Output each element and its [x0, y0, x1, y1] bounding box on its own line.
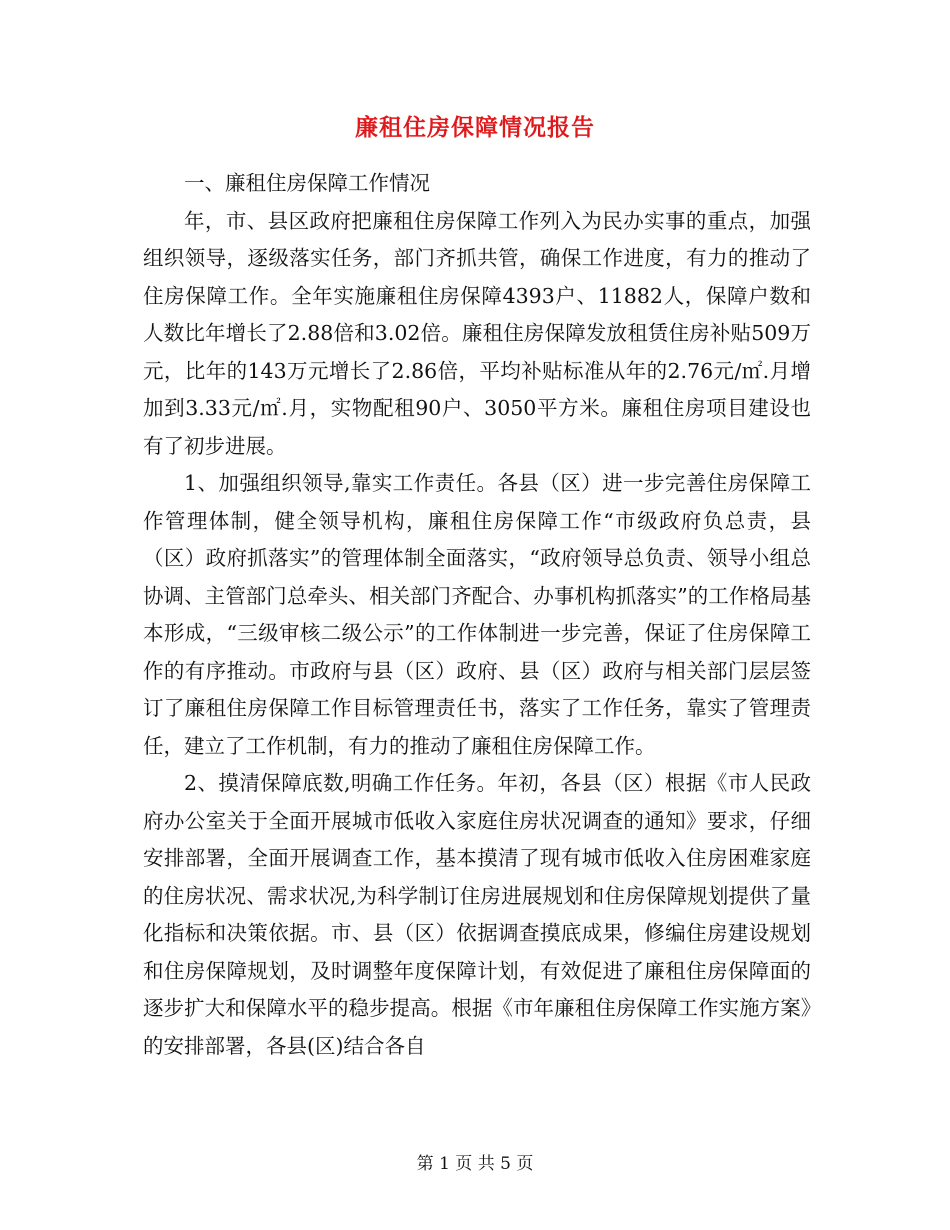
paragraph-organization: 1、加强组织领导,靠实工作责任。各县（区）进一步完善住房保障工作管理体制，健全领导机构，廉租住房保障工作“市级政府负总责，县（区）政府抓落实”的管理体制全面落实，“政府领导总负责、领导小组总协调、主管部门总牵头、相关部门齐配合、办事机构抓落实”的工作格局基本形成，“三级审核二级公示”的工作体制进一步完善，保证了住房保障工作的有序推动。市政府与县（区）政府、县（区）政府与相关部门层层签订了廉租住房保障工作目标管理责任书，落实了工作任务，靠实了管理责任，建立了工作机制，有力的推动了廉租住房保障工作。: [143, 471, 811, 758]
document-title: 廉租住房保障情况报告: [355, 114, 595, 141]
page-number-footer: 第 1 页 共 5 页: [416, 1154, 534, 1174]
section-heading: 一、廉租住房保障工作情况: [184, 171, 430, 195]
paragraph-overview: 年，市、县区政府把廉租住房保障工作列入为民办实事的重点，加强组织领导，逐级落实任务，部门齐抓共管，确保工作进度，有力的推动了住房保障工作。全年实施廉租住房保障4393户、11882人，保障户数和人数比年增长了2.88倍和3.02倍。廉租住房保障发放租赁住房补贴509万元，比年的143万元增长了2.86倍，平均补贴标准从年的2.76元/㎡.月增加到3.33元/㎡.月，实物配租90户、3050平方米。廉租住房项目建设也有了初步进展。: [143, 208, 811, 458]
paragraph-survey: 2、摸清保障底数,明确工作任务。年初，各县（区）根据《市人民政府办公室关于全面开展城市低收入家庭住房状况调查的通知》要求，仔细安排部署，全面开展调查工作，基本摸清了现有城市低收入住房困难家庭的住房状况、需求状况,为科学制订住房进展规划和住房保障规划提供了量化指标和决策依据。市、县（区）依据调查摸底成果，修编住房建设规划和住房保障规划，及时调整年度保障计划，有效促进了廉租住房保障面的逐步扩大和保障水平的稳步提高。根据《市年廉租住房保障工作实施方案》的安排部署，各县(区)结合各自: [143, 771, 811, 1058]
document-body: [143, 165, 811, 1065]
